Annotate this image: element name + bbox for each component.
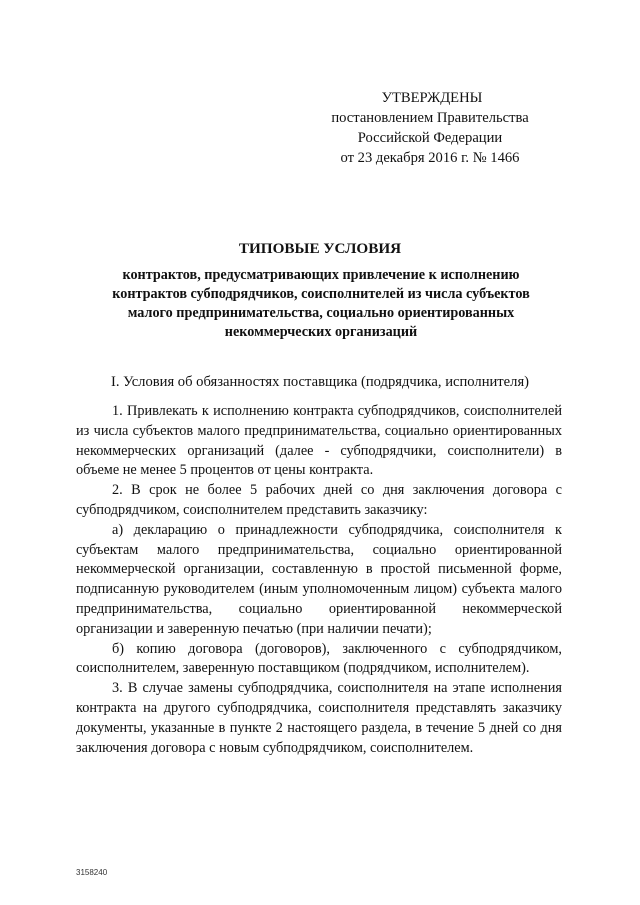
paragraph-1: 1. Привлекать к исполнению контракта субподрядчиков, соисполнителей из числа субъектов малого предпринимательства, социально ориентированных некоммерческих организаций (далее - субподрядчики, соисполнители) в объеме не менее 5 процентов от цены контракта. [76, 403, 562, 479]
approval-line-decree: постановлением Правительства [331, 110, 529, 126]
paragraph-3: 3. В случае замены субподрядчика, соисполнителя на этапе исполнения контракта на другого субподрядчика, соисполнителя представлять заказчику документы, указанные в пункте 2 настоящего раздела, в течение 5 дней со дня заключения договора с новым субподрядчиком, соисполнителем. [76, 680, 562, 756]
paragraph-2a: а) декларацию о принадлежности субподрядчика, соисполнителя к субъектам малого предпринимательства, социально ориентированной некоммерческой организации, составленную в простой письменной форме, подписанную руководителем (иным уполномоченным лицом) субъекта малого предпринимательства, социально ориентированной некоммерческой организации и заверенную печатью (при наличии печати); [76, 521, 562, 637]
section-title: I. Условия об обязанностях поставщика (подрядчика, исполнителя) [110, 374, 530, 390]
approval-line-date: от 23 декабря 2016 г. № 1466 [340, 150, 520, 166]
document-title: ТИПОВЫЕ УСЛОВИЯ [238, 240, 402, 257]
paragraph-2: 2. В срок не более 5 рабочих дней со дня заключения договора с субподрядчиком, соисполнителем представить заказчику: [76, 482, 562, 518]
document-number: 3158240 [76, 868, 108, 877]
approval-block [320, 88, 540, 168]
approval-heading: УТВЕРЖДЕНЫ [381, 90, 483, 106]
paragraph-2b: б) копию договора (договоров), заключенного с субподрядчиком, соисполнителем, заверенную поставщиком (подрядчиком, исполнителем). [76, 640, 562, 677]
approval-line-government: Российской Федерации [357, 130, 503, 146]
document-body [76, 402, 562, 758]
document-subtitle: контрактов, предусматривающих привлечение к исполнению контрактов субподрядчиков, соисполнителей из числа субъектов малого предпринимательства, социально ориентированных некоммерческих организаций [112, 267, 530, 340]
